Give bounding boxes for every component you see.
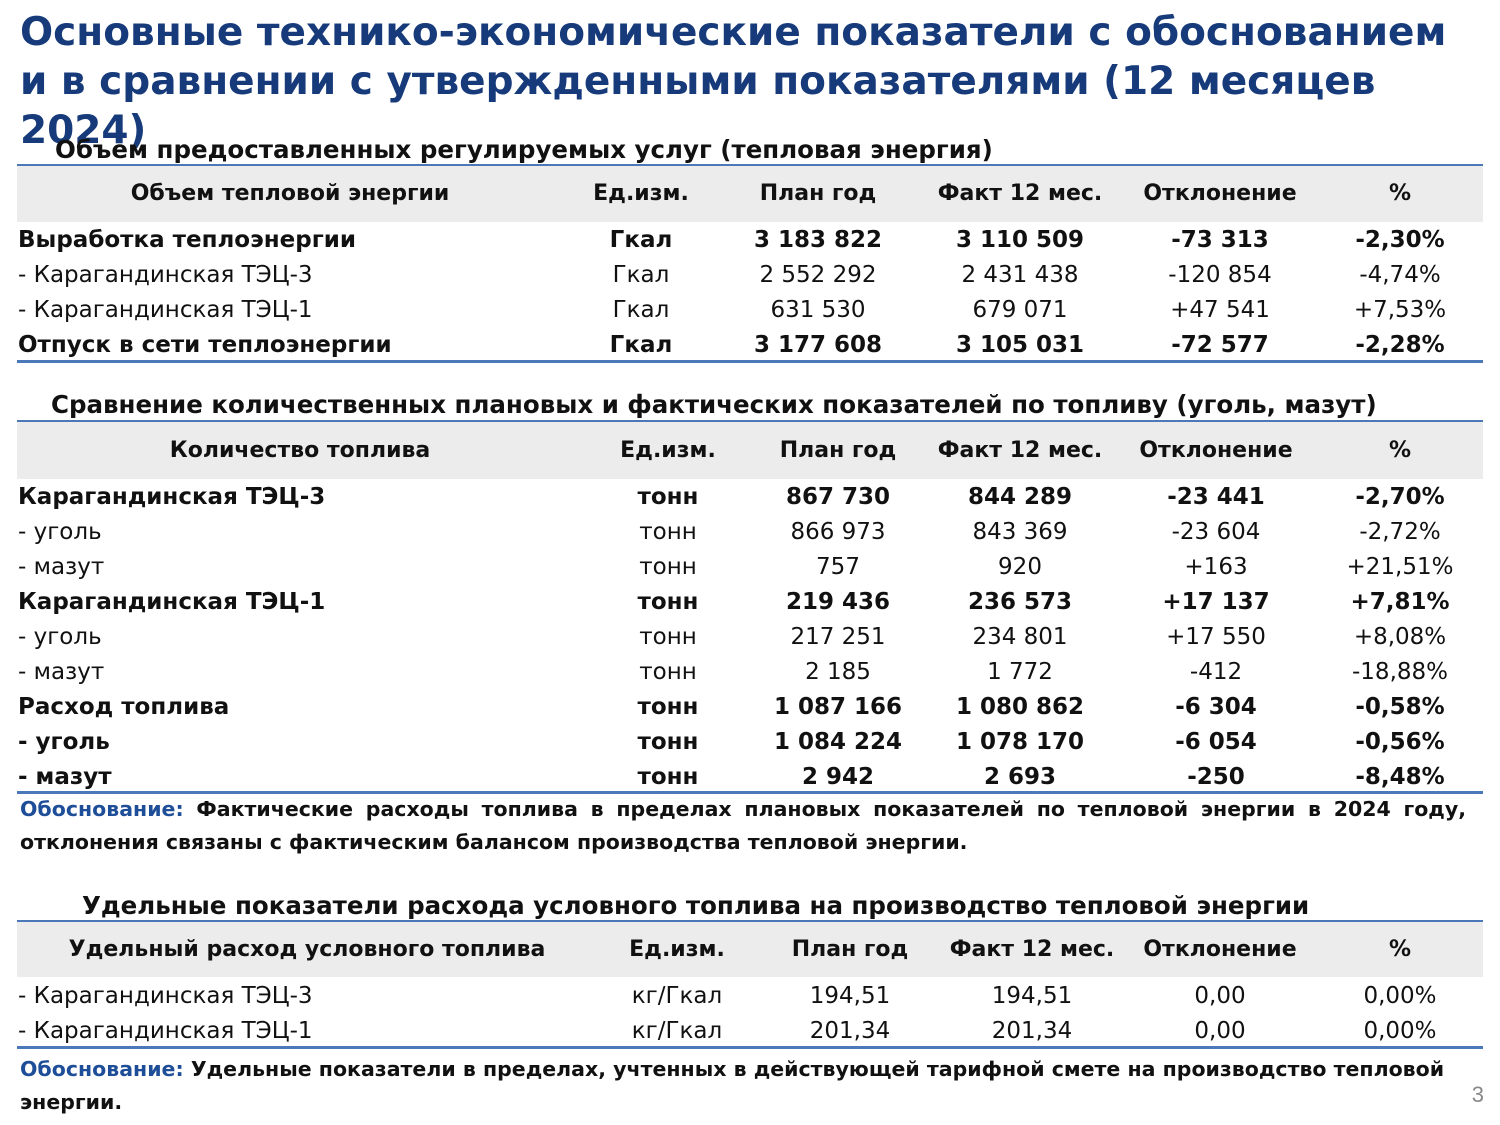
table-cell-plan: 2 185: [805, 659, 871, 685]
table-cell-unit: кг/Гкал: [631, 983, 723, 1009]
table-cell-unit: тонн: [639, 659, 697, 685]
table-cell-deviation: 0,00: [1194, 1018, 1246, 1044]
table-cell-plan: 3 183 822: [753, 227, 883, 253]
table-cell-plan: 2 942: [801, 764, 875, 790]
table-cell-deviation: -73 313: [1171, 227, 1269, 253]
table-cell-unit: тонн: [637, 729, 699, 755]
table-cell-unit: тонн: [639, 519, 697, 545]
justification-text: Фактические расходы топлива в пределах плановых показателей по тепловой энергии в 2024 году, отклонения связаны с фактическим балансом производства тепловой энергии.: [20, 797, 1466, 854]
table-cell-deviation: +47 541: [1170, 297, 1270, 323]
table-cell-fact: 236 573: [967, 589, 1073, 615]
table-3-justification: [20, 1053, 1466, 1119]
table-cell-name: - уголь: [18, 624, 102, 650]
justification-text: Удельные показатели в пределах, учтенных в действующей тарифной смете на производство тепловой энергии.: [20, 1057, 1445, 1114]
table-3-header-percent: %: [1388, 937, 1412, 962]
table-cell-plan: 219 436: [785, 589, 891, 615]
table-cell-plan: 757: [816, 554, 860, 580]
table-3-header-unit: Ед.изм.: [629, 937, 725, 962]
table-cell-fact: 3 110 509: [955, 227, 1085, 253]
table-1-header-fact: Факт 12 мес.: [937, 181, 1103, 206]
table-cell-unit: тонн: [637, 764, 699, 790]
table-cell-plan: 1 087 166: [773, 694, 903, 720]
table-cell-deviation: +17 137: [1162, 589, 1270, 615]
table-2-header-fact: Факт 12 мес.: [937, 438, 1103, 463]
table-cell-fact: 2 693: [983, 764, 1057, 790]
table-cell-unit: тонн: [637, 589, 699, 615]
table-cell-fact: 201,34: [991, 1018, 1073, 1044]
table-cell-percent: -2,70%: [1355, 484, 1445, 510]
table-cell-percent: +7,81%: [1350, 589, 1450, 615]
table-cell-deviation: -72 577: [1171, 332, 1269, 358]
table-1-caption: Объем предоставленных регулируемых услуг (тепловая энергия): [55, 135, 993, 164]
table-cell-deviation: +17 550: [1166, 624, 1266, 650]
table-cell-percent: -8,48%: [1355, 764, 1445, 790]
table-3-header-deviation: Отклонение: [1143, 937, 1297, 962]
page-title: Основные технико-экономические показатели с обоснованием и в сравнении с утвержденными показателями (12 месяцев 2024): [20, 10, 1447, 153]
table-3-header-fact: Факт 12 мес.: [949, 937, 1115, 962]
table-cell-fact: 1 080 862: [955, 694, 1085, 720]
table-cell-deviation: -23 441: [1167, 484, 1265, 510]
table-cell-name: - мазут: [18, 659, 105, 685]
table-cell-deviation: -23 604: [1171, 519, 1261, 545]
table-2-justification: [20, 793, 1466, 859]
table-cell-fact: 234 801: [972, 624, 1068, 650]
table-cell-fact: 1 772: [987, 659, 1053, 685]
table-cell-unit: тонн: [639, 554, 697, 580]
table-cell-deviation: -120 854: [1168, 262, 1272, 288]
table-cell-percent: 0,00%: [1363, 1018, 1437, 1044]
table-1-bottom-rule: [17, 360, 1483, 363]
table-cell-name: - Карагандинская ТЭЦ-1: [18, 297, 313, 323]
table-cell-unit: Гкал: [612, 262, 670, 288]
table-cell-name: - мазут: [18, 554, 105, 580]
table-1-header-name: Объем тепловой энергии: [130, 181, 450, 206]
table-cell-unit: тонн: [637, 694, 699, 720]
table-cell-plan: 866 973: [790, 519, 886, 545]
justification-label: Обоснование:: [20, 797, 184, 821]
table-cell-unit: Гкал: [612, 297, 670, 323]
table-cell-fact: 920: [998, 554, 1042, 580]
table-cell-plan: 194,51: [809, 983, 891, 1009]
table-cell-name: - Карагандинская ТЭЦ-3: [18, 983, 313, 1009]
table-cell-name: - уголь: [18, 519, 102, 545]
page-number: 3: [1471, 1082, 1484, 1107]
table-2-header-unit: Ед.изм.: [620, 438, 716, 463]
table-cell-name: - уголь: [18, 729, 110, 755]
table-cell-plan: 3 177 608: [753, 332, 883, 358]
table-cell-deviation: -412: [1189, 659, 1243, 685]
table-cell-deviation: -250: [1187, 764, 1245, 790]
table-cell-fact: 194,51: [991, 983, 1073, 1009]
table-cell-unit: тонн: [637, 484, 699, 510]
table-cell-name: - Карагандинская ТЭЦ-1: [18, 1018, 313, 1044]
table-2-header-plan: План год: [779, 438, 897, 463]
table-cell-percent: -4,74%: [1359, 262, 1441, 288]
table-1-header-deviation: Отклонение: [1143, 181, 1297, 206]
table-cell-deviation: +163: [1184, 554, 1248, 580]
table-cell-name: Карагандинская ТЭЦ-1: [18, 589, 326, 615]
table-cell-fact: 843 369: [972, 519, 1068, 545]
table-2-caption: Сравнение количественных плановых и фактических показателей по топливу (уголь, мазут): [51, 390, 1377, 419]
table-1-header-percent: %: [1388, 181, 1412, 206]
table-cell-plan: 201,34: [809, 1018, 891, 1044]
table-cell-fact: 1 078 170: [955, 729, 1085, 755]
table-cell-percent: -0,58%: [1355, 694, 1445, 720]
table-2-header-percent: %: [1388, 438, 1412, 463]
table-cell-deviation: 0,00: [1194, 983, 1246, 1009]
table-cell-name: Отпуск в сети теплоэнергии: [18, 332, 392, 358]
table-cell-deviation: -6 304: [1175, 694, 1257, 720]
table-cell-plan: 217 251: [790, 624, 886, 650]
table-cell-percent: +7,53%: [1353, 297, 1447, 323]
table-cell-percent: -2,72%: [1359, 519, 1441, 545]
table-2-header-name: Количество топлива: [169, 438, 431, 463]
table-cell-name: Карагандинская ТЭЦ-3: [18, 484, 326, 510]
table-cell-name: Расход топлива: [18, 694, 230, 720]
justification-label: Обоснование:: [20, 1057, 184, 1081]
table-3-bottom-rule: [17, 1046, 1483, 1049]
table-cell-plan: 867 730: [785, 484, 891, 510]
table-cell-name: Выработка теплоэнергии: [18, 227, 356, 253]
table-cell-fact: 844 289: [967, 484, 1073, 510]
table-3-header-plan: План год: [791, 937, 909, 962]
table-cell-percent: +8,08%: [1353, 624, 1447, 650]
table-cell-name: - Карагандинская ТЭЦ-3: [18, 262, 313, 288]
table-1-header-unit: Ед.изм.: [593, 181, 689, 206]
table-cell-plan: 2 552 292: [759, 262, 877, 288]
table-cell-plan: 631 530: [770, 297, 866, 323]
table-3-header-name: Удельный расход условного топлива: [68, 937, 546, 962]
table-cell-fact: 2 431 438: [961, 262, 1079, 288]
table-cell-unit: тонн: [639, 624, 697, 650]
table-cell-percent: 0,00%: [1363, 983, 1437, 1009]
table-cell-unit: Гкал: [609, 332, 673, 358]
table-cell-percent: -18,88%: [1352, 659, 1448, 685]
table-cell-deviation: -6 054: [1175, 729, 1257, 755]
table-cell-percent: -2,30%: [1355, 227, 1445, 253]
table-cell-fact: 3 105 031: [955, 332, 1085, 358]
table-cell-percent: -2,28%: [1355, 332, 1445, 358]
table-2-header-deviation: Отклонение: [1139, 438, 1293, 463]
table-cell-plan: 1 084 224: [773, 729, 903, 755]
table-cell-name: - мазут: [18, 764, 112, 790]
table-cell-percent: +21,51%: [1346, 554, 1454, 580]
table-1-header-plan: План год: [759, 181, 877, 206]
table-cell-unit: кг/Гкал: [631, 1018, 723, 1044]
table-cell-unit: Гкал: [609, 227, 673, 253]
table-cell-percent: -0,56%: [1355, 729, 1445, 755]
table-3-caption: Удельные показатели расхода условного топлива на производство тепловой энергии: [82, 891, 1310, 920]
table-cell-fact: 679 071: [972, 297, 1068, 323]
